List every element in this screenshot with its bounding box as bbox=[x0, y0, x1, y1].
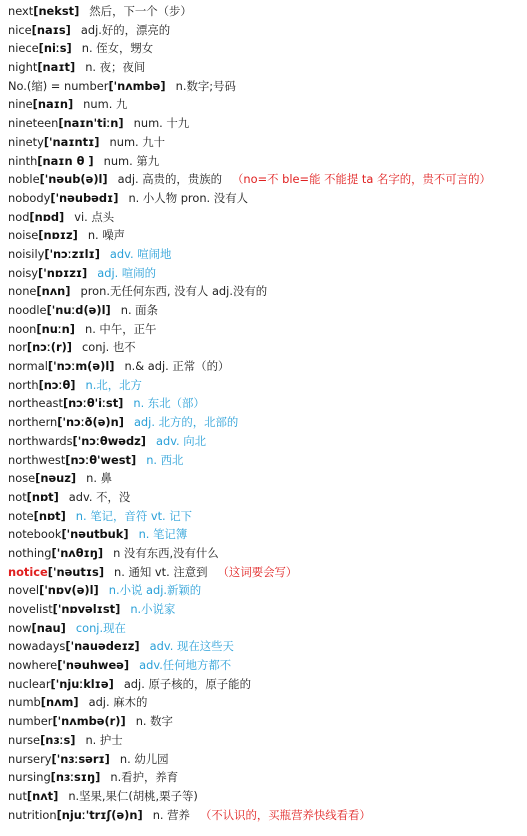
vocab-definition: adv. 现在这些天 bbox=[149, 639, 234, 654]
vocab-phonetic: [nɔːθ] bbox=[38, 377, 76, 392]
vocab-entry bbox=[8, 712, 525, 731]
vocab-entry bbox=[8, 170, 525, 189]
vocab-definition: n. 夜；夜间 bbox=[85, 60, 146, 75]
vocab-entry bbox=[8, 245, 525, 264]
vocab-phonetic: [nʌt] bbox=[26, 788, 59, 803]
vocab-word: nowadays bbox=[8, 639, 66, 654]
vocab-phonetic: [nɔː(r)] bbox=[26, 340, 73, 355]
vocab-definition: n. 幼儿园 bbox=[119, 751, 169, 766]
vocabulary-list bbox=[8, 2, 525, 824]
vocab-entry bbox=[8, 750, 525, 769]
vocab-definition: n. 笔记簿 bbox=[138, 527, 188, 542]
vocab-entry bbox=[8, 264, 525, 283]
vocab-definition: n. 噪声 bbox=[87, 228, 126, 243]
vocab-phonetic: [nɒt] bbox=[26, 489, 59, 504]
vocab-word: nursery bbox=[8, 751, 52, 766]
vocab-note: （这词要会写） bbox=[217, 564, 298, 579]
vocab-phonetic: [niːs] bbox=[38, 41, 72, 56]
vocab-phonetic: ['nɜːsərɪ] bbox=[51, 751, 110, 766]
vocab-definition: n. 西北 bbox=[146, 452, 184, 467]
vocab-entry bbox=[8, 58, 525, 77]
vocab-entry bbox=[8, 2, 525, 21]
vocab-word: not bbox=[8, 489, 27, 504]
vocab-word: ninth bbox=[8, 153, 38, 168]
vocab-phonetic: ['nɒvəlɪst] bbox=[52, 602, 121, 616]
vocab-entry bbox=[8, 600, 525, 619]
vocab-word: noodle bbox=[8, 303, 47, 317]
vocab-entry bbox=[8, 637, 525, 656]
vocab-note: （no=不 ble=能 不能提 ta 名字的，贵不可言的） bbox=[232, 172, 491, 187]
vocab-definition: n. 鼻 bbox=[86, 471, 112, 486]
vocab-definition: num. 第九 bbox=[103, 153, 160, 168]
vocab-definition: 然后，下一个（步） bbox=[89, 4, 192, 18]
vocab-definition: n. 小人物 pron. 没有人 bbox=[128, 190, 248, 205]
vocab-phonetic: [nəuz] bbox=[35, 471, 77, 486]
vocab-entry bbox=[8, 301, 525, 320]
vocab-entry bbox=[8, 226, 525, 245]
vocab-word: nut bbox=[8, 788, 27, 803]
vocab-phonetic: [nɒd] bbox=[29, 209, 65, 224]
vocab-word: nor bbox=[8, 340, 27, 355]
vocab-definition: n. 侄女，甥女 bbox=[81, 41, 154, 56]
vocab-definition: n. 数字 bbox=[135, 714, 173, 729]
vocab-entry bbox=[8, 77, 525, 96]
vocab-definition: num. 九 bbox=[83, 97, 128, 112]
vocab-word: north bbox=[8, 377, 39, 392]
vocab-definition: n.小说 adj.新颖的 bbox=[108, 583, 202, 598]
vocab-phonetic: ['nɒɪzɪ] bbox=[38, 265, 88, 280]
vocab-definition: adj. 北方的，北部的 bbox=[133, 415, 239, 430]
vocab-definition: adv. 喧闹地 bbox=[109, 246, 172, 261]
vocab-note: （不认识的，买瓶营养快线看看） bbox=[199, 807, 371, 822]
vocab-entry bbox=[8, 693, 525, 712]
vocab-phonetic: [nau] bbox=[31, 620, 66, 635]
vocab-phonetic: ['nʌθɪŋ] bbox=[51, 545, 104, 560]
vocab-definition: adj. 高贵的，贵族的 bbox=[117, 172, 222, 187]
vocab-definition: num. 十九 bbox=[133, 116, 190, 131]
vocab-word: noisily bbox=[8, 246, 45, 261]
vocab-word: nuclear bbox=[8, 676, 51, 691]
vocab-phonetic: [nɜːsɪŋ] bbox=[50, 770, 101, 785]
vocab-word: noble bbox=[8, 172, 40, 187]
vocab-phonetic: ['nəubədɪ] bbox=[50, 190, 119, 205]
vocab-word: nose bbox=[8, 471, 36, 486]
vocab-word: none bbox=[8, 284, 37, 299]
vocab-word: nothing bbox=[8, 545, 52, 560]
vocab-word: noise bbox=[8, 228, 39, 243]
vocab-definition: n.数字;号码 bbox=[175, 78, 236, 93]
vocab-word: novelist bbox=[8, 602, 53, 616]
vocab-word: next bbox=[8, 4, 34, 18]
vocab-definition: n. 中午，正午 bbox=[84, 321, 157, 336]
vocab-entry bbox=[8, 469, 525, 488]
vocab-word: numb bbox=[8, 695, 41, 710]
vocab-word: nutrition bbox=[8, 807, 57, 822]
vocab-phonetic: ['nɔːθwədz] bbox=[72, 433, 146, 448]
vocab-phonetic: ['nʌmbə(r)] bbox=[52, 714, 126, 729]
vocab-entry bbox=[8, 338, 525, 357]
vocab-word: niece bbox=[8, 41, 39, 56]
vocab-definition: adv.任何地方都不 bbox=[139, 658, 232, 673]
vocab-phonetic: ['nɔːzɪlɪ] bbox=[44, 246, 100, 261]
vocab-phonetic: ['naɪntɪ] bbox=[43, 134, 100, 149]
vocab-entry bbox=[8, 413, 525, 432]
vocab-word: nice bbox=[8, 22, 32, 37]
vocab-phonetic: [nʌm] bbox=[40, 695, 79, 710]
vocab-phonetic: [naɪn θ ] bbox=[37, 153, 94, 168]
vocab-definition: pron.无任何东西, 没有人 adj.没有的 bbox=[80, 284, 268, 299]
vocab-entry bbox=[8, 376, 525, 395]
vocab-definition: conj. 也不 bbox=[82, 340, 136, 355]
vocab-phonetic: ['nʌmbə] bbox=[108, 78, 166, 93]
vocab-entry bbox=[8, 320, 525, 339]
vocab-entry bbox=[8, 787, 525, 806]
vocab-entry bbox=[8, 581, 525, 600]
vocab-definition: num. 九十 bbox=[109, 134, 166, 149]
vocab-entry bbox=[8, 21, 525, 40]
vocab-phonetic: [njuː'trɪʃ(ə)n] bbox=[56, 807, 143, 822]
vocab-phonetic: ['nɔːm(ə)l] bbox=[47, 359, 115, 374]
vocab-word: northwards bbox=[8, 433, 73, 448]
vocab-word: No.(缩) = number bbox=[8, 78, 109, 93]
vocab-entry bbox=[8, 507, 525, 526]
vocab-definition: adj. 原子核的，原子能的 bbox=[123, 676, 251, 691]
vocab-entry bbox=[8, 189, 525, 208]
vocab-entry bbox=[8, 152, 525, 171]
vocab-entry bbox=[8, 114, 525, 133]
vocab-definition: conj.现在 bbox=[75, 620, 126, 635]
vocab-entry bbox=[8, 656, 525, 675]
vocab-definition: n. 通知 vt. 注意到 bbox=[114, 564, 208, 579]
vocab-phonetic: ['nəub(ə)l] bbox=[39, 172, 108, 187]
vocab-entry bbox=[8, 432, 525, 451]
vocab-entry bbox=[8, 619, 525, 638]
vocab-word: note bbox=[8, 508, 34, 523]
vocab-word: northern bbox=[8, 415, 58, 430]
vocab-phonetic: ['nuːd(ə)l] bbox=[46, 303, 111, 317]
vocab-word: now bbox=[8, 620, 32, 635]
vocab-definition: adv. 向北 bbox=[155, 433, 207, 448]
vocab-definition: n. 营养 bbox=[152, 807, 190, 822]
vocab-phonetic: [nɔːθ'iːst] bbox=[62, 396, 124, 411]
vocab-phonetic: [naɪs] bbox=[31, 22, 71, 37]
vocab-word: nod bbox=[8, 209, 30, 224]
vocab-phonetic: [nɔːθ'west] bbox=[65, 452, 137, 467]
vocab-word: noisy bbox=[8, 265, 39, 280]
vocab-definition: adj. 喧闹的 bbox=[97, 265, 157, 280]
vocab-word: northeast bbox=[8, 396, 63, 411]
vocab-entry bbox=[8, 39, 525, 58]
vocab-phonetic: ['njuːklɪə] bbox=[50, 676, 114, 691]
vocab-phonetic: [naɪn'tiːn] bbox=[58, 116, 124, 131]
vocab-definition: n.看护，养育 bbox=[110, 770, 179, 785]
vocab-phonetic: [nɜːs] bbox=[40, 732, 76, 747]
vocab-word: nursing bbox=[8, 770, 51, 785]
vocab-word: normal bbox=[8, 359, 48, 374]
vocab-definition: n.& adj. 正常（的） bbox=[124, 359, 230, 374]
vocab-word: nine bbox=[8, 97, 33, 112]
vocab-phonetic: [nɒɪz] bbox=[38, 228, 78, 243]
vocab-word: northwest bbox=[8, 452, 66, 467]
vocab-phonetic: ['nəuhweə] bbox=[57, 658, 130, 673]
vocab-entry bbox=[8, 731, 525, 750]
vocab-phonetic: [nekst] bbox=[33, 4, 80, 18]
vocab-word: number bbox=[8, 714, 53, 729]
vocab-entry bbox=[8, 208, 525, 227]
vocab-definition: n. 面条 bbox=[120, 303, 158, 317]
vocab-definition: n. 护士 bbox=[85, 732, 123, 747]
vocab-phonetic: ['nɔːð(ə)n] bbox=[57, 415, 124, 430]
vocab-entry bbox=[8, 563, 525, 582]
vocab-word: notice bbox=[8, 564, 48, 579]
vocab-phonetic: ['nəutbuk] bbox=[61, 527, 129, 542]
vocab-definition: n. 东北（部） bbox=[133, 396, 205, 411]
vocab-entry bbox=[8, 451, 525, 470]
vocab-phonetic: ['nɒv(ə)l] bbox=[39, 583, 99, 598]
vocab-entry bbox=[8, 282, 525, 301]
vocab-phonetic: ['nauədeɪz] bbox=[65, 639, 140, 654]
vocab-phonetic: [nuːn] bbox=[36, 321, 75, 336]
vocab-entry bbox=[8, 394, 525, 413]
vocab-word: nurse bbox=[8, 732, 41, 747]
vocab-entry bbox=[8, 675, 525, 694]
vocab-definition: n.北，北方 bbox=[85, 377, 142, 392]
vocab-definition: n.小说家 bbox=[130, 602, 176, 616]
vocab-word: noon bbox=[8, 321, 37, 336]
vocab-definition: adv. 不，没 bbox=[68, 489, 131, 504]
vocab-definition: n 没有东西,没有什么 bbox=[113, 545, 219, 560]
vocab-phonetic: [nʌn] bbox=[36, 284, 71, 299]
vocab-word: ninety bbox=[8, 134, 44, 149]
vocab-word: novel bbox=[8, 583, 40, 598]
vocab-word: nobody bbox=[8, 190, 51, 205]
vocab-phonetic: ['nəutɪs] bbox=[47, 564, 105, 579]
vocab-entry bbox=[8, 544, 525, 563]
vocab-definition: n. 笔记，音符 vt. 记下 bbox=[75, 508, 193, 523]
vocab-entry bbox=[8, 133, 525, 152]
vocab-entry bbox=[8, 357, 525, 376]
vocab-word: night bbox=[8, 60, 38, 75]
vocab-definition: adj. 麻木的 bbox=[88, 695, 148, 710]
vocab-entry bbox=[8, 95, 525, 114]
vocab-entry bbox=[8, 488, 525, 507]
vocab-phonetic: [nɒt] bbox=[33, 508, 66, 523]
vocab-word: nowhere bbox=[8, 658, 58, 673]
vocab-entry bbox=[8, 525, 525, 544]
vocab-definition: n.坚果,果仁(胡桃,栗子等) bbox=[68, 788, 198, 803]
vocab-word: nineteen bbox=[8, 116, 59, 131]
vocab-phonetic: [naɪn] bbox=[32, 97, 74, 112]
vocab-entry bbox=[8, 768, 525, 787]
vocab-definition: vi. 点头 bbox=[74, 209, 115, 224]
vocab-word: notebook bbox=[8, 527, 62, 542]
vocab-definition: adj.好的，漂亮的 bbox=[80, 22, 171, 37]
vocab-entry bbox=[8, 806, 525, 825]
vocab-phonetic: [naɪt] bbox=[37, 60, 76, 75]
